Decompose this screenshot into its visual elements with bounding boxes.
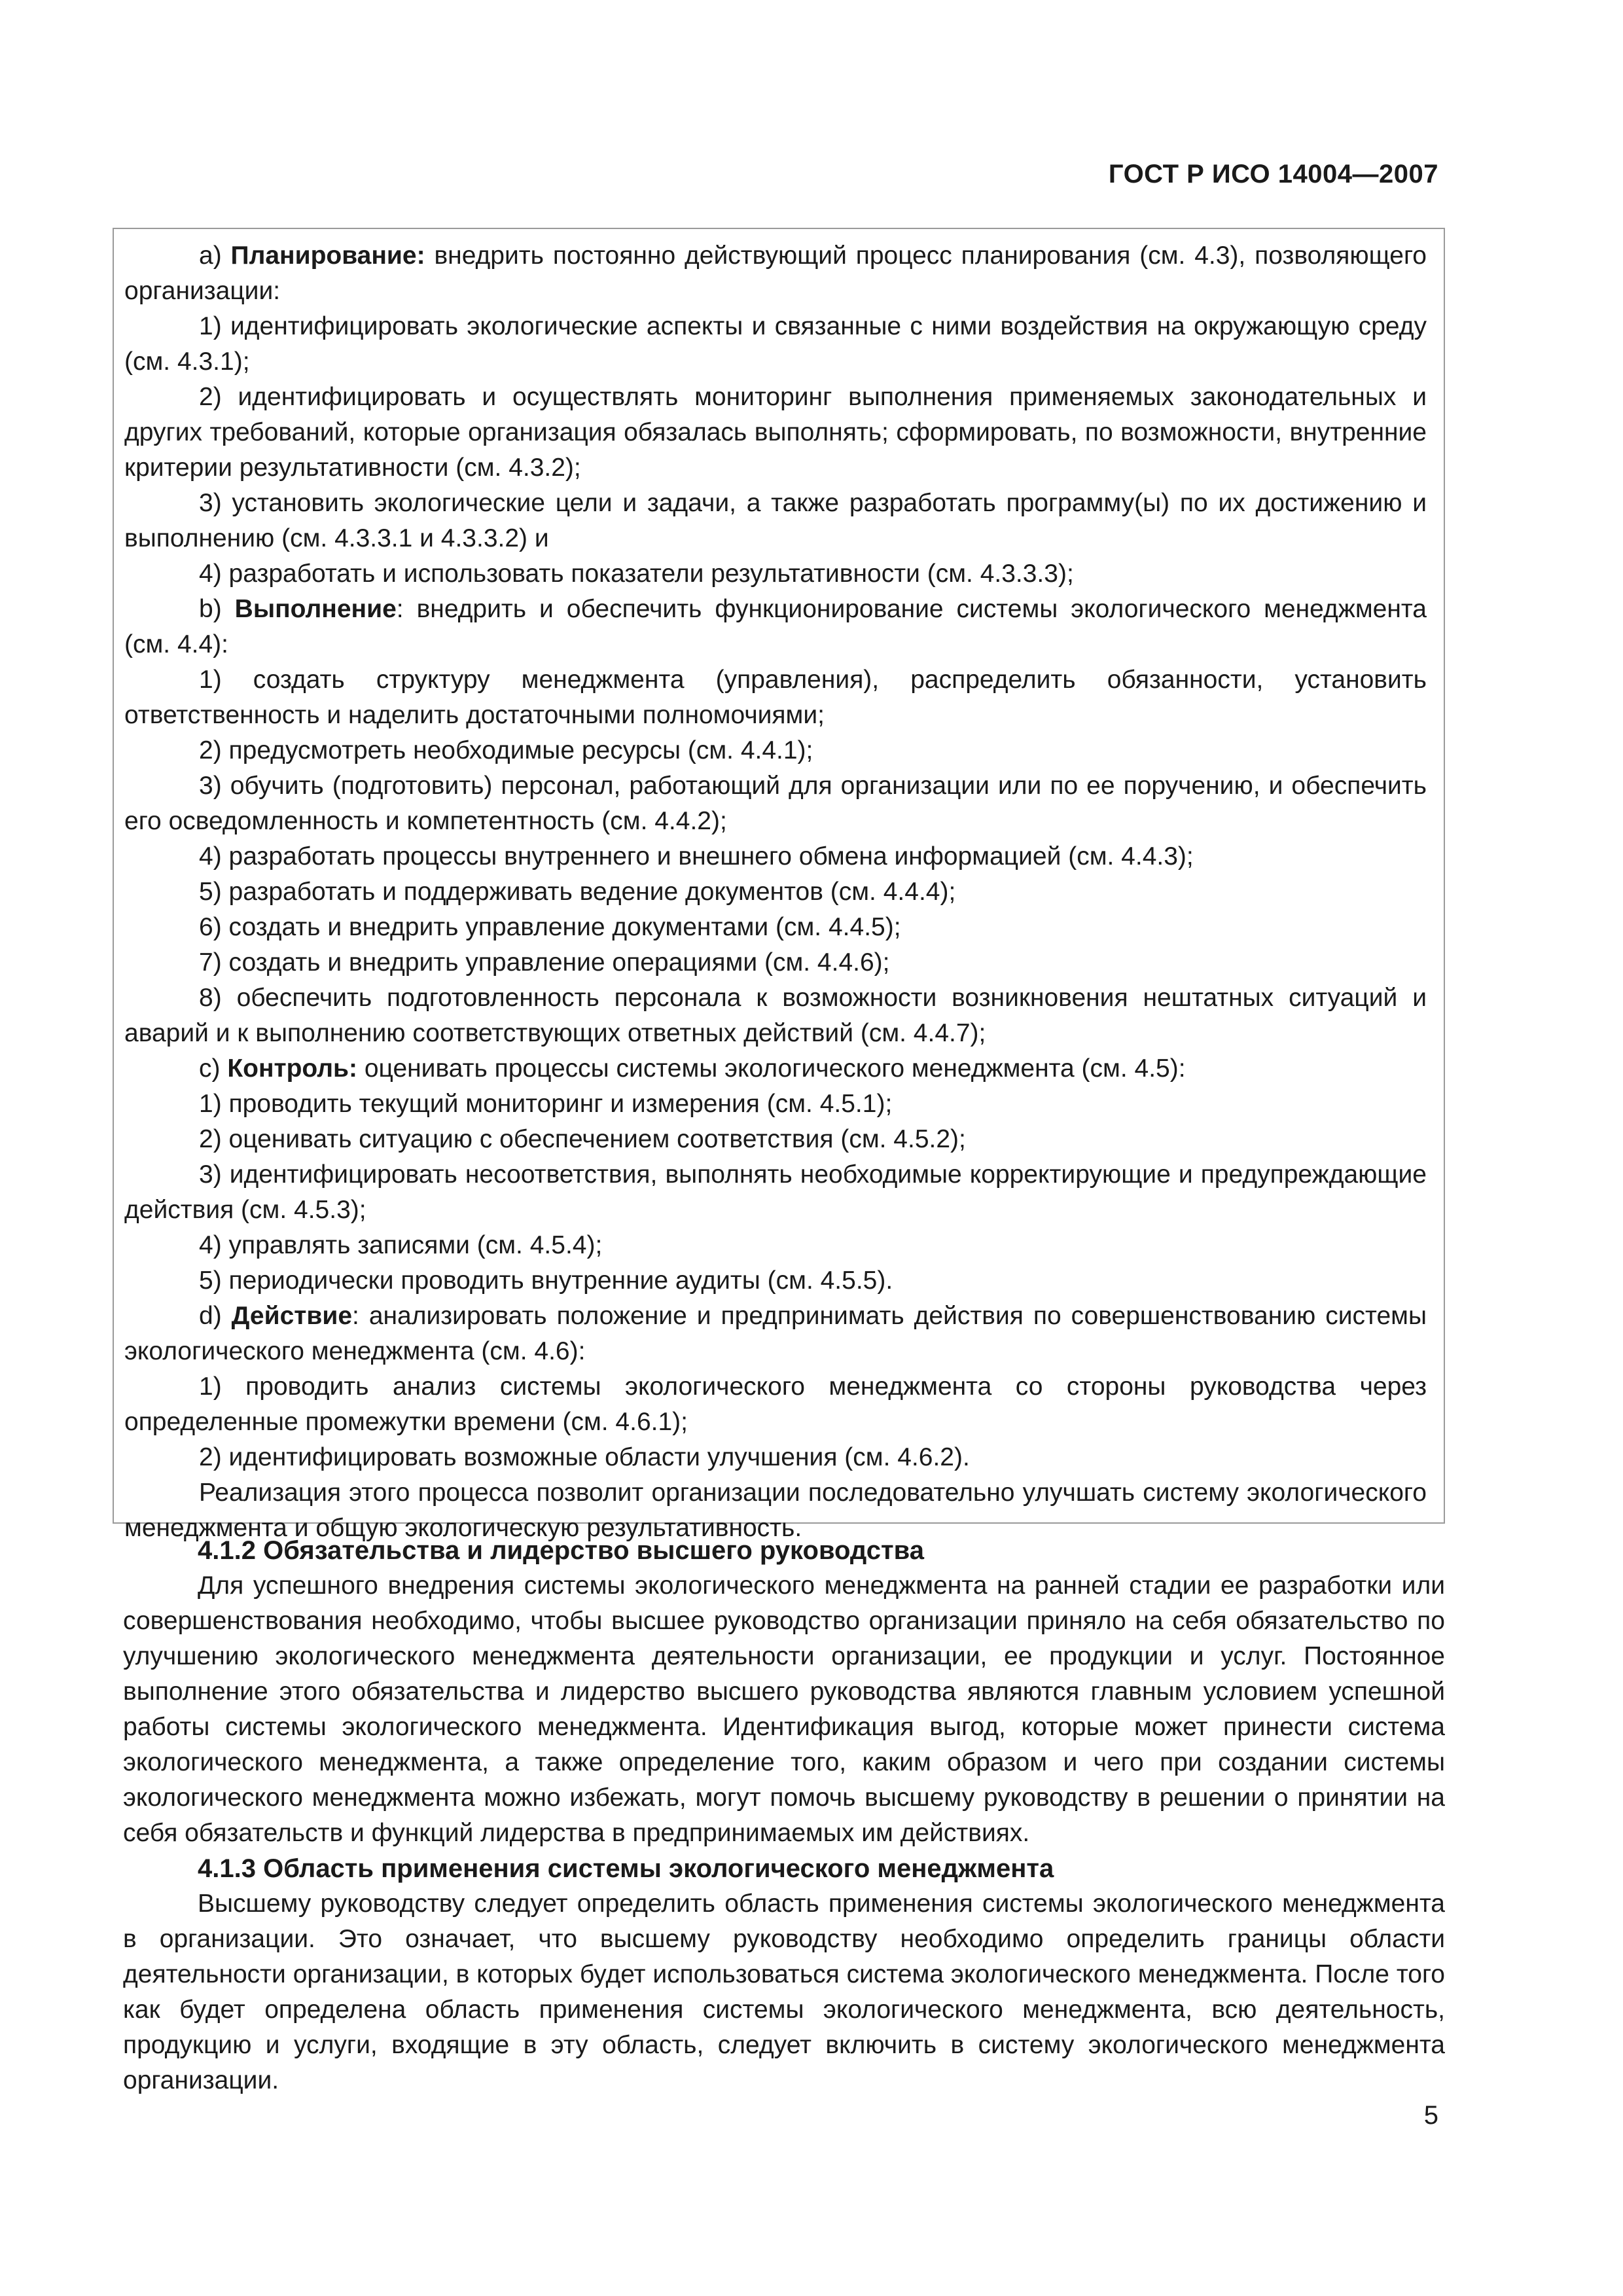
box-item: 2) оценивать ситуацию с обеспечением соответствия (см. 4.5.2);	[199, 1125, 966, 1153]
box-item: 5) разработать и поддерживать ведение документов (см. 4.4.4);	[199, 878, 956, 906]
section-text-4-1-3: Высшему руководству следует определить область применения системы экологического менеджмента в организации. Это означает, что высшему руководству необходимо определить границы области деятельности организации, в которых будет использоваться система экологического менеджмента. После того как будет определена область применения системы экологического менеджмента, всю деятельность, продукцию и услуги, входящие в эту область, следует включить в систему экологического менеджмента организации.	[123, 1890, 1445, 2094]
box-item-a: a) Планирование: внедрить постоянно действующий процесс планирования (см. 4.3), позволяющего организации:	[124, 242, 1427, 305]
box-item: 2) идентифицировать и осуществлять мониторинг выполнения применяемых законодательных и других требований, которые организация обязалась выполнять; сформировать, по возможности, внутренние критерии результативности (см. 4.3.2);	[124, 383, 1427, 482]
box-item: 1) проводить текущий мониторинг и измерения (см. 4.5.1);	[199, 1090, 893, 1118]
box-conclusion: Реализация этого процесса позволит организации последовательно улучшать систему экологического менеджмента и общую экологическую результативность.	[124, 1479, 1427, 1542]
box-item: 5) периодически проводить внутренние аудиты (см. 4.5.5).	[199, 1266, 893, 1295]
box-item: 4) разработать и использовать показатели результативности (см. 4.3.3.3);	[199, 560, 1074, 588]
main-body	[123, 1533, 1445, 2098]
box-item: 4) разработать процессы внутреннего и внешнего обмена информацией (см. 4.4.3);	[199, 842, 1194, 870]
box-item: 2) предусмотреть необходимые ресурсы (см. 4.4.1);	[199, 736, 813, 764]
pdca-box	[113, 228, 1445, 1542]
box-item-b: b) Выполнение: внедрить и обеспечить функционирование системы экологического менеджмента (см. 4.4):	[124, 595, 1427, 658]
box-item: 1) идентифицировать экологические аспекты и связанные с ними воздействия на окружающую среду (см. 4.3.1);	[124, 312, 1427, 376]
section-text-4-1-2: Для успешного внедрения системы экологического менеджмента на ранней стадии ее разработки или совершенствования необходимо, чтобы высшее руководство организации приняло на себя обязательство по улучшению экологического менеджмента деятельности организации, ее продукции и услуг. Постоянное выполнение этого обязательства и лидерство высшего руководства являются главным условием успешной работы системы экологического менеджмента. Идентификация выгод, которые может принести система экологического менеджмента, а также определение того, каким образом и чего при создании системы экологического менеджмента можно избежать, могут помочь высшему руководству в решении о принятии на себя обязательств и функций лидерства в предпринимаемых им действиях.	[123, 1571, 1445, 1847]
box-item: 1) проводить анализ системы экологического менеджмента со стороны руководства через определенные промежутки времени (см. 4.6.1);	[124, 1372, 1427, 1436]
box-item: 3) идентифицировать несоответствия, выполнять необходимые корректирующие и предупреждающие действия (см. 4.5.3);	[124, 1160, 1427, 1224]
box-item: 3) установить экологические цели и задачи, а также разработать программу(ы) по их достижению и выполнению (см. 4.3.3.1 и 4.3.3.2) и	[124, 489, 1427, 552]
box-item: 3) обучить (подготовить) персонал, работающий для организации или по ее поручению, и обеспечить его осведомленность и компетентность (см. 4.4.2);	[124, 772, 1427, 835]
box-item-d: d) Действие: анализировать положение и предпринимать действия по совершенствованию системы экологического менеджмента (см. 4.6):	[124, 1302, 1427, 1365]
box-item-c: c) Контроль: оценивать процессы системы экологического менеджмента (см. 4.5):	[199, 1054, 1186, 1083]
box-item: 6) создать и внедрить управление документами (см. 4.4.5);	[199, 913, 901, 941]
box-item: 2) идентифицировать возможные области улучшения (см. 4.6.2).	[199, 1443, 970, 1471]
box-item: 1) создать структуру менеджмента (управления), распределить обязанности, установить ответственность и наделить достаточными полномочиями;	[124, 666, 1427, 729]
section-heading-4-1-3: 4.1.3 Область применения системы экологического менеджмента	[198, 1854, 1054, 1883]
section-heading-4-1-2: 4.1.2 Обязательства и лидерство высшего руководства	[198, 1536, 924, 1565]
document-header: ГОСТ Р ИСО 14004—2007	[1108, 160, 1438, 188]
box-item: 4) управлять записями (см. 4.5.4);	[199, 1231, 603, 1259]
box-item: 7) создать и внедрить управление операциями (см. 4.4.6);	[199, 948, 890, 977]
page-number: 5	[1423, 2101, 1438, 2130]
box-item: 8) обеспечить подготовленность персонала к возможности возникновения нештатных ситуаций и аварий и к выполнению соответствующих ответных действий (см. 4.4.7);	[124, 984, 1427, 1047]
